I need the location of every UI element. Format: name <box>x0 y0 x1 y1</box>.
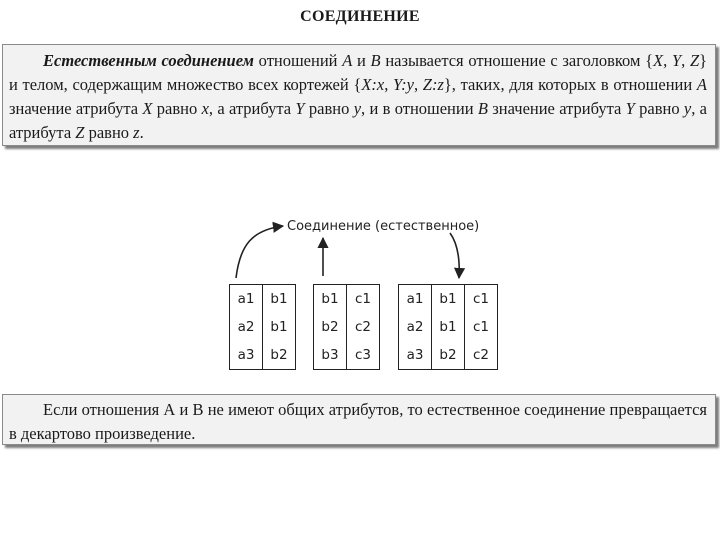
table-cell: b2 <box>270 347 288 363</box>
relation-b: В <box>370 51 381 70</box>
definition-box <box>2 44 716 146</box>
table-cell: b1 <box>270 291 288 307</box>
table-cell: b2 <box>321 319 339 335</box>
definition-text: } и телом, содержащим множество всех кортежей { <box>9 51 708 94</box>
tuple-z: Z:z <box>422 75 444 94</box>
join-label: Соединение (естественное) <box>287 219 480 234</box>
relation-a: А <box>696 75 707 94</box>
table-cell: b1 <box>270 319 288 335</box>
value-x: x <box>201 99 209 118</box>
table-cell: a1 <box>406 291 424 307</box>
definition-text: . <box>139 123 144 142</box>
page-title: СОЕДИНЕНИЕ <box>300 8 420 25</box>
term-natural-join: Естественным соединением <box>43 51 254 70</box>
value-y: y <box>353 99 362 118</box>
attr-z: Z <box>75 123 85 142</box>
table-cell: a1 <box>237 291 255 307</box>
relation-b-table <box>313 284 380 370</box>
attr-y: Y <box>295 99 305 118</box>
attr-x: X <box>142 99 153 118</box>
table-cell: b1 <box>439 291 457 307</box>
value-z: z <box>133 123 140 142</box>
definition-text: , а атрибута <box>9 99 708 142</box>
attr-y: Y <box>625 99 635 118</box>
definition-text: значение атрибута <box>492 99 622 118</box>
separator: , <box>413 75 423 94</box>
separator: , <box>663 51 672 70</box>
table-cell: a2 <box>237 319 255 335</box>
definition-text: равно <box>156 99 198 118</box>
definition-text: равно <box>308 99 350 118</box>
definition-text: равно <box>88 123 130 142</box>
join-diagram <box>0 200 720 380</box>
table-cell: c1 <box>472 319 489 335</box>
tuple-x: X:x <box>361 75 385 94</box>
definition-text: называется отношение с заголовком { <box>385 51 654 70</box>
attr-z: Z <box>689 51 700 70</box>
definition-text: и <box>357 51 366 70</box>
definition-text: равно <box>639 99 680 118</box>
table-cell: b2 <box>439 347 457 363</box>
table-cell: b1 <box>439 319 457 335</box>
table-cell: c1 <box>472 291 489 307</box>
definition-text: отношений <box>258 51 338 70</box>
arrow-to-result <box>450 233 459 278</box>
table-cell: a3 <box>406 347 424 363</box>
table-cell: a2 <box>406 319 424 335</box>
relation-b: В <box>477 99 488 118</box>
table-cell: c1 <box>354 291 371 307</box>
note-text: Если отношения А и В не имеют общих атрибутов, то естественное соединение превращается в декартово произведение. <box>9 400 707 443</box>
definition-text: , а атрибута <box>208 99 292 118</box>
table-cell: a3 <box>237 347 255 363</box>
attr-x: X <box>653 51 664 70</box>
note-box <box>2 394 716 445</box>
table-cell: c3 <box>354 347 371 363</box>
arrow-from-table1 <box>236 226 283 278</box>
table-cell: b1 <box>321 291 339 307</box>
join-result-table <box>398 284 498 370</box>
relation-a: А <box>342 51 353 70</box>
table-cell: c2 <box>472 347 489 363</box>
definition-text: , и в отношении <box>361 99 474 118</box>
relation-a-table <box>229 284 296 370</box>
definition-text: }, таких, для которых в отношении <box>443 75 693 94</box>
tuple-y: Y:y <box>393 75 414 94</box>
value-y: y <box>683 99 692 118</box>
separator: , <box>681 51 690 70</box>
definition-text: значение атрибута <box>9 99 139 118</box>
table-cell: c2 <box>354 319 371 335</box>
separator: , <box>384 75 394 94</box>
table-cell: b3 <box>321 347 339 363</box>
attr-y: Y <box>671 51 682 70</box>
